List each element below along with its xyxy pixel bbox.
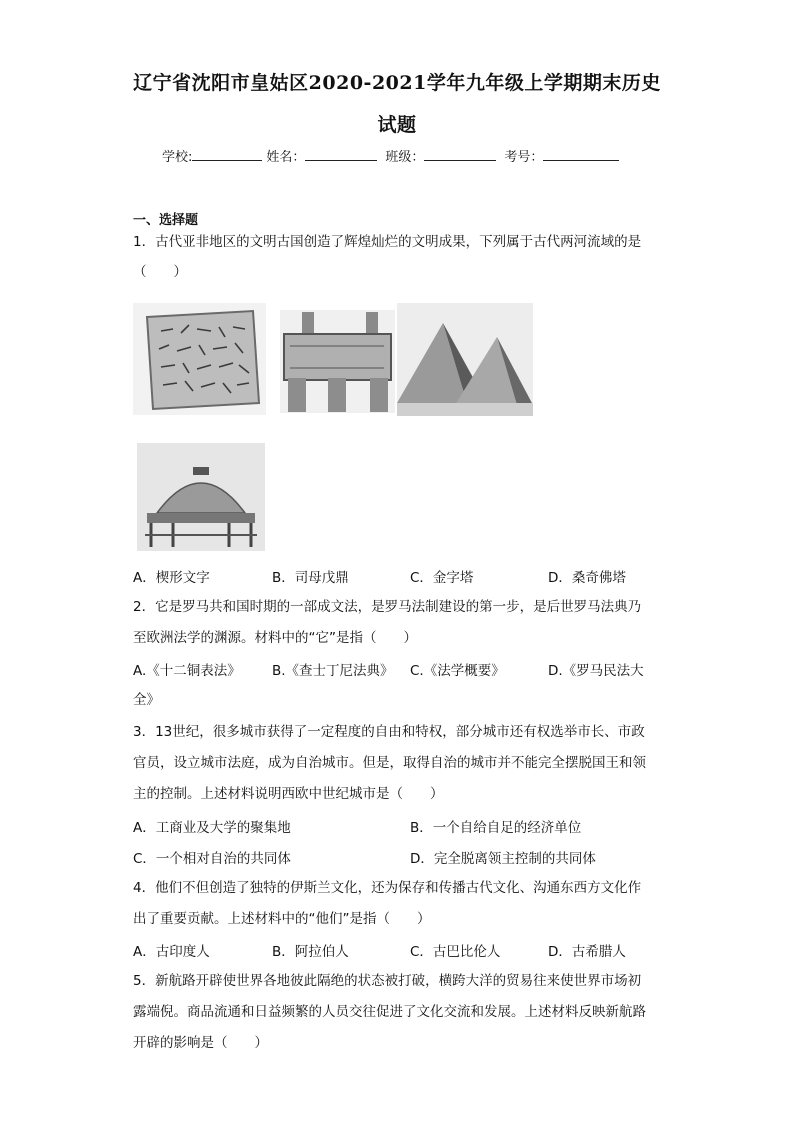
q3-option-c[interactable]: C．一个相对自治的共同体: [133, 851, 291, 867]
q5-line3: 开辟的影响是（ ）: [133, 1035, 268, 1051]
class-blank[interactable]: [424, 146, 496, 161]
q3-options-row1: [133, 816, 663, 836]
student-info-row: [162, 146, 623, 165]
q1-options: [133, 566, 663, 586]
q1-line2: （ ）: [133, 264, 187, 280]
q2-option-b[interactable]: B.《查士丁尼法典》: [272, 663, 394, 679]
q3-line2: 官员，设立城市法庭，成为自治城市。但是，取得自治的城市并不能完全摆脱国王和领: [133, 755, 646, 771]
q3-line3: 主的控制。上述材料说明西欧中世纪城市是（ ）: [133, 786, 444, 802]
q1-option-b[interactable]: B．司母戊鼎: [272, 570, 349, 586]
cuneiform-tablet-image: [133, 303, 266, 415]
q1-option-d[interactable]: D．桑奇佛塔: [548, 570, 626, 586]
q4-option-c[interactable]: C．古巴比伦人: [410, 944, 501, 960]
number-blank[interactable]: [543, 146, 619, 161]
q4-option-b[interactable]: B．阿拉伯人: [272, 944, 349, 960]
sanchi-stupa-image: [137, 443, 265, 551]
q3-line1: 3．13世纪，很多城市获得了一定程度的自由和特权，部分城市还有权选举市长、市政: [133, 724, 645, 740]
q2-option-d-continuation: 全》: [133, 692, 160, 708]
number-label: 考号：: [504, 150, 544, 165]
q4-option-d[interactable]: D．古希腊人: [548, 944, 626, 960]
q1-option-c[interactable]: C．金字塔: [410, 570, 474, 586]
q4-options: [133, 940, 663, 960]
school-blank[interactable]: [192, 146, 262, 161]
q2-option-a[interactable]: A.《十二铜表法》: [133, 663, 241, 679]
q2-line2: 至欧洲法学的渊源。材料中的“它”是指（ ）: [133, 630, 417, 646]
q4-line2: 出了重要贡献。上述材料中的“他们”是指（ ）: [133, 911, 431, 927]
school-label: 学校:: [162, 150, 193, 165]
q3-option-d[interactable]: D．完全脱离领主控制的共同体: [410, 851, 596, 867]
q4-option-a[interactable]: A．古印度人: [133, 944, 210, 960]
q1-option-a[interactable]: A．楔形文字: [133, 570, 210, 586]
q2-option-d[interactable]: D.《罗马民法大: [548, 663, 644, 679]
class-label: 班级：: [385, 150, 425, 165]
q4-line1: 4．他们不但创造了独特的伊斯兰文化，还为保存和传播古代文化、沟通东西方文化作: [133, 880, 642, 896]
q5-line1: 5．新航路开辟使世界各地彼此隔绝的状态被打破，横跨大洋的贸易往来使世界市场初: [133, 973, 642, 989]
q2-options: [133, 659, 663, 679]
q2-option-c[interactable]: C.《法学概要》: [410, 663, 505, 679]
pyramids-image: [397, 303, 533, 416]
q5-line2: 露端倪。商品流通和日益频繁的人员交往促进了文化交流和发展。上述材料反映新航路: [133, 1004, 646, 1020]
exam-title-line2: 试题: [377, 114, 417, 136]
name-label: 姓名：: [266, 150, 306, 165]
q3-option-b[interactable]: B．一个自给自足的经济单位: [410, 820, 582, 836]
q2-line1: 2．它是罗马共和国时期的一部成文法，是罗马法制建设的第一步，是后世罗马法典乃: [133, 599, 642, 615]
section-heading: 一、选择题: [133, 213, 199, 228]
q3-options-row2: [133, 847, 663, 867]
q1-line1: 1．古代亚非地区的文明古国创造了辉煌灿烂的文明成果，下列属于古代两河流域的是: [133, 234, 642, 250]
name-blank[interactable]: [305, 146, 377, 161]
bronze-ding-image: [280, 310, 395, 413]
q3-option-a[interactable]: A．工商业及大学的聚集地: [133, 820, 291, 836]
exam-title-line1: 辽宁省沈阳市皇姑区2020-2021学年九年级上学期期末历史: [133, 72, 661, 94]
